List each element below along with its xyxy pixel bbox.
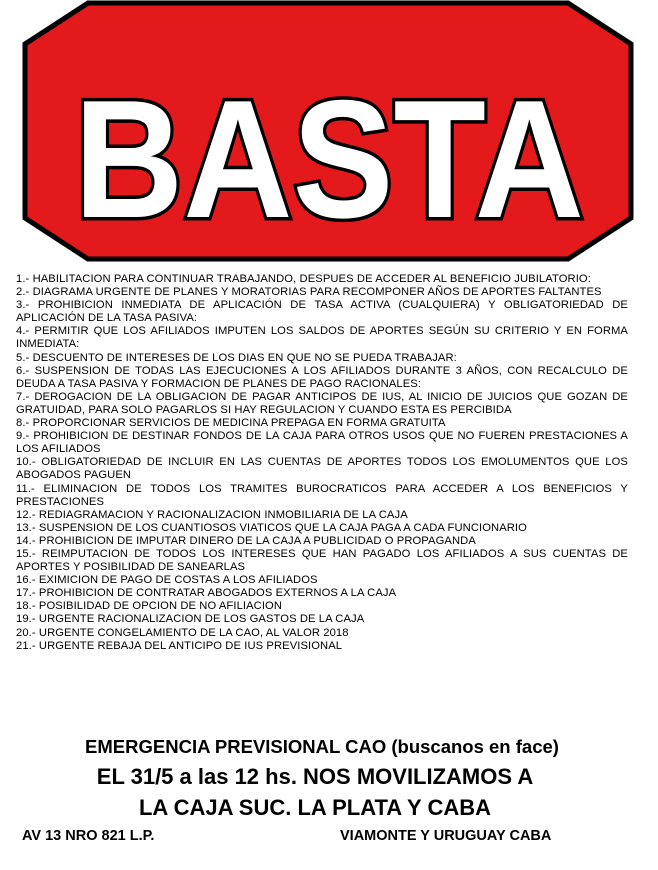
mobilization-destination-line: LA CAJA SUC. LA PLATA Y CABA (138, 795, 491, 820)
demand-item: 13.- SUSPENSION DE LOS CUANTIOSOS VIATICOS QUE LA CAJA PAGA A CADA FUNCIONARIO (16, 521, 527, 534)
stop-sign-graphic (0, 0, 658, 262)
demand-item: 19.- URGENTE RACIONALIZACION DE LOS GASTOS DE LA CAJA (16, 613, 365, 626)
demand-item: 20.- URGENTE CONGELAMIENTO DE LA CAO, AL VALOR 2018 (16, 626, 349, 639)
demand-item: 1.- HABILITACION PARA CONTINUAR TRABAJANDO, DESPUES DE ACCEDER AL BENEFICIO JUBILATORIO: (16, 273, 591, 285)
emergency-headline: EMERGENCIA PREVISIONAL CAO (buscanos en face) (85, 736, 559, 757)
demand-item: 11.- ELIMINACION DE TODOS LOS TRAMITES BUROCRATICOS PARA ACCEDER A LOS BENEFICIOS Y PRESTACIONES (16, 482, 628, 508)
demand-item: 12.- REDIAGRAMACION Y RACIONALIZACION INMOBILIARIA DE LA CAJA (16, 508, 408, 521)
demands-list (16, 273, 628, 653)
demand-item: 8.- PROPORCIONAR SERVICIOS DE MEDICINA PREPAGA EN FORMA GRATUITA (16, 417, 446, 430)
address-la-plata: AV 13 NRO 821 L.P. (22, 828, 155, 844)
demand-item: 4.- PERMITIR QUE LOS AFILIADOS IMPUTEN LOS SALDOS DE APORTES SEGÚN SU CRITERIO Y EN FORMA INMEDIATA: (16, 325, 628, 351)
demand-item: 15.- REIMPUTACION DE TODOS LOS INTERESES QUE HAN PAGADO LOS AFILIADOS A SUS CUENTAS DE APORTES Y POSIBILIDAD DE SANEARLAS (16, 547, 628, 574)
demand-item: 14.- PROHIBICION DE IMPUTAR DINERO DE LA CAJA A PUBLICIDAD O PROPAGANDA (16, 534, 476, 547)
demand-item: 17.- PROHIBICION DE CONTRATAR ABOGADOS EXTERNOS A LA CAJA (16, 587, 397, 600)
demand-item: 2.- DIAGRAMA URGENTE DE PLANES Y MORATORIAS PARA RECOMPONER AÑOS DE APORTES FALTANTES (16, 286, 602, 299)
stop-sign-banner (0, 0, 658, 262)
demand-item: 10.- OBLIGATORIEDAD DE INCLUIR EN LAS CUENTAS DE APORTES TODOS LOS EMOLUMENTOS QUE LOS ABOGADOS PAGUEN (16, 456, 628, 482)
address-caba: VIAMONTE Y URUGUAY CABA (340, 828, 552, 844)
demand-item: 16.- EXIMICION DE PAGO DE COSTAS A LOS AFILIADOS (16, 574, 318, 587)
demand-item: 18.- POSIBILIDAD DE OPCION DE NO AFILIACION (16, 600, 283, 613)
demand-item: 9.- PROHIBICION DE DESTINAR FONDOS DE LA CAJA PARA OTROS USOS QUE NO FUEREN PRESTACIONES A LOS AFILIADOS (16, 430, 628, 456)
demand-item: 7.- DEROGACION DE LA OBLIGACION DE PAGAR ANTICIPOS DE IUS, AL INICIO DE JUICIOS QUE GOZAN DE GRATUIDAD, PARA SOLO PAGARLOS SI HAY REGULACION Y CUANDO ESTA ES PERCIBIDA (16, 390, 628, 416)
demand-item: 3.- PROHIBICION INMEDIATA DE APLICACIÓN DE TASA ACTIVA (CUALQUIERA) Y OBLIGATORIEDAD DE APLICACIÓN DE LA TASA PASIVA: (16, 299, 628, 325)
stop-sign-word: BASTA (74, 65, 584, 253)
demand-item: 21.- URGENTE REBAJA DEL ANTICIPO DE IUS PREVISIONAL (16, 639, 343, 652)
demand-item: 6.- SUSPENSION DE TODAS LAS EJECUCIONES A LOS AFILIADOS DURANTE 3 AÑOS, CON RECALCULO DE DEUDA A TASA PASIVA Y FORMACION DE PLANES DE PAGO RACIONALES: (16, 364, 628, 390)
demand-item: 5.- DESCUENTO DE INTERESES DE LOS DIAS EN QUE NO SE PUEDA TRABAJAR: (16, 351, 457, 364)
mobilization-date-line: EL 31/5 a las 12 hs. NOS MOVILIZAMOS A (96, 764, 534, 789)
